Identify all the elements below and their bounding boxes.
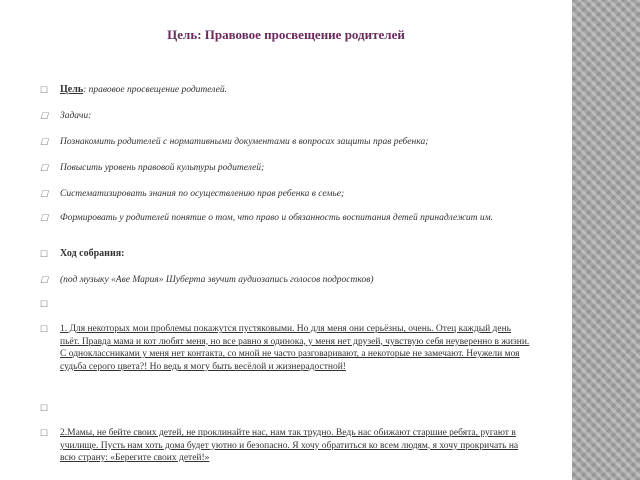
bullet-icon: ☐: [40, 324, 49, 334]
bullet-icon: ☐: [40, 299, 49, 309]
bullet-icon: ☐: [40, 163, 49, 173]
music-note: ☐ (под музыку «Аве Мария» Шуберта звучит аудиозапись голосов подростков): [40, 275, 374, 285]
task-item-1: ☐ Познакомить родителей с нормативными документами в вопросах защиты прав ребенка;: [40, 137, 429, 147]
bullet-icon: ☐: [40, 189, 49, 199]
bullet-icon: ☐: [40, 428, 49, 438]
story-2: ☐ 2.Мамы, не бейте своих детей, не проклинайте нас, нам так трудно. Ведь нас обижают старшие ребята, ругают в училище. Пусть нам хоть дома будет уютно и безопасно. Я хочу обратиться ко всем людям, я хочу прокричать на всю страну: «Берегите своих детей!»: [40, 428, 519, 464]
bullet-icon: ☐: [40, 85, 49, 95]
meeting-heading: ☐ Ход собрания:: [40, 248, 125, 259]
slide-title: Цель: Правовое просвещение родителей: [167, 27, 405, 42]
goal-label: Цель: [60, 84, 84, 95]
goal-paragraph: [40, 84, 562, 97]
decorative-side-stripe: [572, 0, 640, 480]
task-item-4: ☐ Формировать у родителей понятие о том, что право и обязанность воспитания детей принадлежит им.: [40, 213, 494, 223]
bullet-icon: ☐: [40, 137, 49, 147]
tasks-label: ☐ Задачи:: [40, 111, 92, 121]
task-item-2: ☐ Повысить уровень правовой культуры родителей;: [40, 163, 265, 173]
bullet-icon: ☐: [40, 213, 49, 223]
bullet-icon: ☐: [40, 249, 49, 259]
task-item-3: ☐ Систематизировать знания по осуществлению прав ребенка в семье;: [40, 189, 345, 199]
story-1: ☐ 1. Для некоторых мои проблемы покажутся пустяковыми. Но для меня они серьёзны, очень. Отец каждый день пьёт. Правда мама и кот любят меня, но все равно я одинока, у меня нет друзей, чувствую себя неуверенно в жизни. С одноклассниками у меня нет контакта, со мной не часто разговаривают, а некоторые не замечают. Неужели моя судьба серого цвета?! Но ведь я могу быть весёлой и жизнерадостной!: [40, 324, 530, 372]
goal-text: : правовое просвещение родителей.: [83, 85, 227, 95]
bullet-icon: ☐: [40, 275, 49, 285]
bullet-icon: ☐: [40, 111, 49, 121]
bullet-icon: ☐: [40, 403, 49, 413]
